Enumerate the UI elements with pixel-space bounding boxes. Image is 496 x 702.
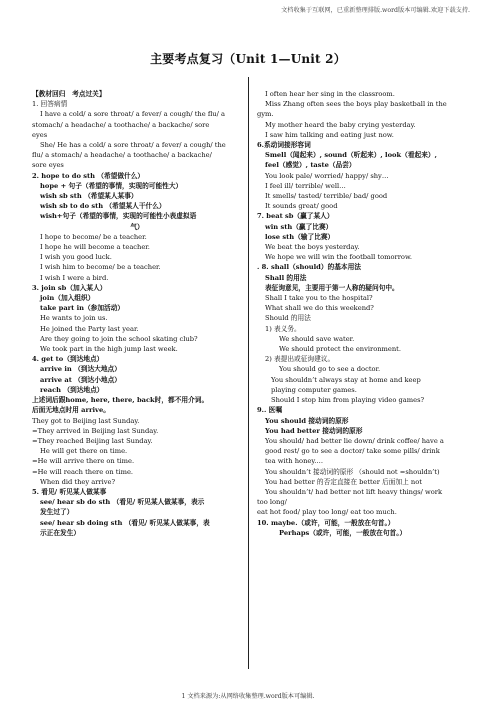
point-heading: 10. maybe.（或许，可能，一般放在句首。） — [257, 518, 395, 527]
text-line: Miss Zhang often sees the boys play basketball in the — [265, 100, 447, 109]
text-line: She/ He has a cold/ a sore throat/ a fever/ a cough/ the — [40, 141, 226, 150]
text-line: He will get there on time. — [40, 447, 128, 456]
point-heading: 7. beat sb（赢了某人） — [257, 212, 334, 221]
text-line: I wish him to become/ be a teacher. — [40, 263, 161, 272]
header-note: 文档收集于互联网，已重新整理排版.word版本可编辑.欢迎下载支持. — [281, 7, 470, 14]
text-line: 1) 表义务。 — [265, 324, 301, 333]
point-heading: 3. join sb（加入某人） — [32, 283, 107, 292]
point-heading: 5. 看见/ 听见某人做某事 — [32, 487, 107, 496]
text-line: I saw him talking and eating just now. — [265, 130, 394, 139]
text-line: My mother heard the baby crying yesterday. — [265, 120, 416, 129]
text-line: I wish I were a bird. — [40, 273, 109, 282]
text-line: wish sb to do sth （希望某人干什么） — [40, 202, 166, 211]
text-line: You had better 的否定直接在 better 后面加上 not — [265, 477, 422, 486]
text-line: We hope we will win the football tomorrow. — [265, 253, 412, 262]
text-line: We took part in the high jump last week. — [40, 345, 178, 354]
point-heading: 4. get to（到达地点） — [32, 355, 104, 364]
left-column — [32, 89, 242, 538]
text-line: You shouldn’t 接动词的原形 （should not =shouldn’t) — [265, 467, 440, 476]
text-line: playing computer games. — [271, 385, 357, 394]
column-divider — [248, 77, 249, 669]
point-heading: 9.. 医嘱 — [257, 406, 283, 415]
text-line: I hope to become/ be a teacher. — [40, 232, 147, 241]
text-line: We beat the boys yesterday. — [265, 243, 360, 252]
text-line: 2) 表提出或征询建议。 — [265, 355, 335, 364]
text-line: Should 的用法 — [265, 314, 311, 323]
text-line: When did they arrive? — [40, 477, 116, 486]
text-line: gym. — [257, 110, 274, 119]
text-line: 上述词后跟home, here, there, back时，都不用介词。 — [32, 396, 209, 405]
text-line: eat hot food/ play too long/ eat too much. — [257, 508, 397, 517]
text-line: feel（感觉）, taste（品尝） — [265, 161, 356, 170]
text-line: wish+句子（希望的事情，实现的可能性小表虚拟语 — [40, 212, 197, 221]
text-line: We should save water. — [279, 334, 355, 343]
text-line: You should 接动词的原形 — [265, 416, 349, 425]
point-heading: . 8. shall（should）的基本用法 — [257, 263, 361, 272]
text-line: =They reached Beijing last Sunday. — [32, 436, 153, 445]
text-line: hope + 句子（希望的事情，实现的可能性大） — [40, 181, 183, 190]
text-line: He joined the Party last year. — [40, 324, 139, 333]
text-line: flu/ a stomach/ a headache/ a toothache/ a backache/ — [32, 151, 212, 160]
text-line: tea with honey.… — [265, 457, 324, 466]
text-line: reach （到达地点） — [40, 385, 104, 394]
text-line: Smell（闻起来）, sound（听起来）, look（看起来）, — [265, 151, 437, 160]
text-line: join（加入组织） — [40, 294, 95, 303]
text-line: 气） — [130, 222, 144, 231]
text-line: Are they going to join the school skating club? — [40, 334, 198, 343]
text-line: I often hear her sing in the classroom. — [265, 90, 395, 98]
text-line: win sth（赢了比赛） — [265, 222, 333, 231]
section-heading: 【教材回归 考点过关】 — [32, 90, 106, 98]
footer-note: 1 文档来源为:从网络收集整理.word版本可编辑. — [181, 693, 315, 700]
text-line: 表征询意见，主要用于第一人称的疑问句中。 — [265, 283, 399, 292]
text-line: wish sb sth （希望某人某事） — [40, 192, 138, 201]
text-line: What shall we do this weekend? — [265, 304, 374, 313]
text-line: see/ hear sb do sth （看见/ 听见某人做某事，表示 — [40, 498, 205, 507]
text-line: =He will reach there on time. — [32, 467, 134, 476]
text-line: They got to Beijing last Sunday. — [32, 416, 140, 425]
text-line: Shall 的用法 — [265, 273, 307, 282]
text-line: Perhaps（或许，可能，一般放在句首。） — [279, 528, 407, 537]
text-line: arrive at （到达小地点） — [40, 375, 121, 384]
right-column — [257, 89, 467, 538]
text-line: You shouldn’t/ had better not lift heavy things/ work — [265, 487, 443, 496]
point-heading: 6.系动词接形容词 — [257, 141, 311, 150]
text-line: It smells/ tasted/ terrible/ bad/ good — [265, 192, 388, 201]
point-heading: 2. hope to do sth （希望做什么） — [32, 171, 145, 180]
text-line: 示正在发生） — [40, 528, 81, 537]
text-line: I wish you good luck. — [40, 253, 112, 262]
text-line: 发生过了） — [40, 508, 74, 517]
text-line: 1. 回答病情 — [32, 100, 68, 109]
text-line: take part in（参加活动） — [40, 304, 125, 313]
text-line: stomach/ a headache/ a toothache/ a backache/ sore — [32, 120, 210, 129]
text-line: see/ hear sb doing sth （看见/ 听见某人做某事，表 — [40, 518, 210, 527]
text-line: He wants to join us. — [40, 314, 108, 323]
text-line: eyes — [32, 130, 48, 139]
text-line: =He will arrive there on time. — [32, 457, 135, 466]
text-line: =They arrived in Beijing last Sunday. — [32, 426, 159, 435]
text-line: It sounds great/ good — [265, 202, 338, 211]
text-line: too long/ — [257, 498, 287, 507]
page-title: 主要考点复习（Unit 1—Unit 2） — [150, 52, 346, 66]
text-line: I feel ill/ terrible/ well… — [265, 181, 346, 190]
text-line: You should/ had better lie down/ drink coffee/ have a — [265, 436, 444, 445]
text-line: sore eyes — [32, 161, 64, 170]
text-line: You had better 接动词的原形 — [265, 426, 363, 435]
text-line: arrive in （到达大地点） — [40, 365, 121, 374]
text-line: 后面无地点时用 arrive。 — [32, 406, 110, 415]
text-line: I hope he will become a teacher. — [40, 243, 150, 252]
text-line: You look pale/ worried/ happy/ shy… — [265, 171, 389, 180]
text-line: Shall I take you to the hospital? — [265, 294, 373, 303]
text-line: Should I stop him from playing video games? — [271, 396, 425, 405]
text-line: lose sth（输了比赛） — [265, 232, 335, 241]
text-line: I have a cold/ a sore throat/ a fever/ a cough/ the flu/ a — [40, 110, 225, 119]
text-line: You should go to see a doctor. — [279, 365, 381, 374]
text-line: good rest/ go to see a doctor/ take some pills/ drink — [265, 447, 440, 456]
text-line: We should protect the environment. — [279, 345, 401, 354]
text-line: You shouldn’t always stay at home and keep — [271, 375, 421, 384]
